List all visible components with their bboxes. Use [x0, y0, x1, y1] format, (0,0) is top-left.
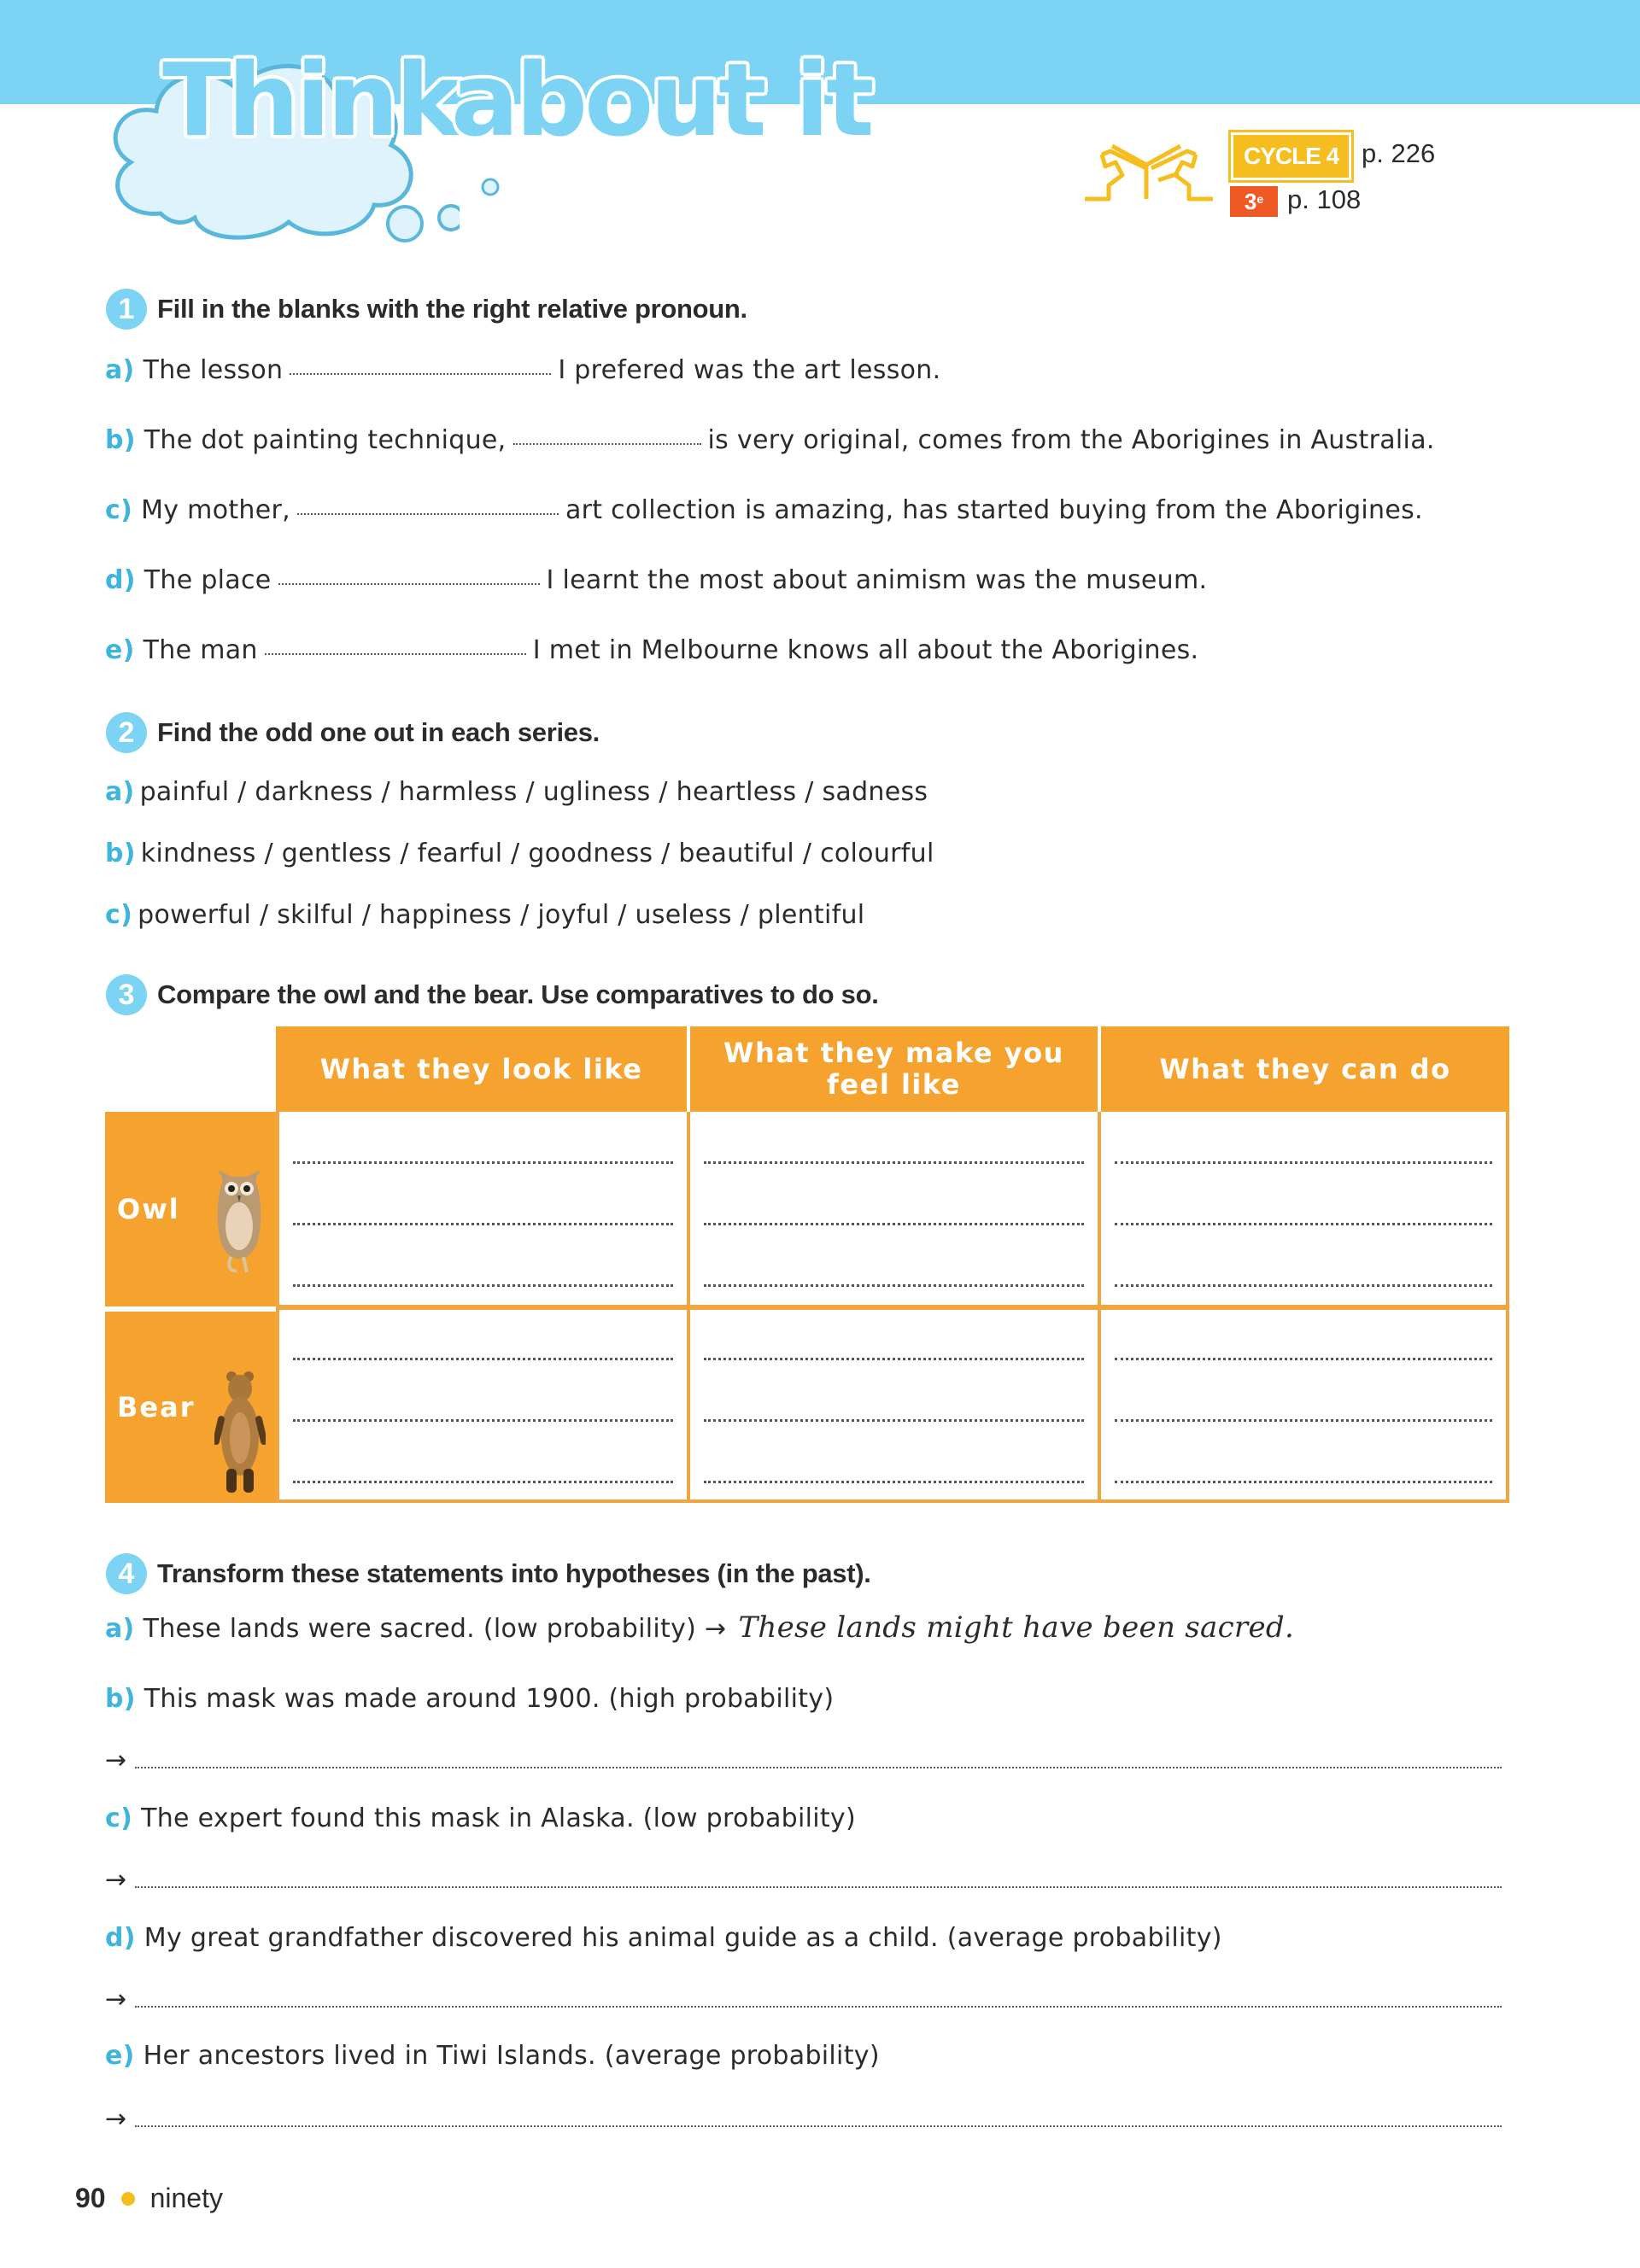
page-title-about: about it	[451, 41, 871, 159]
column-header: What they can do	[1098, 1026, 1509, 1112]
exercise-instruction: Fill in the blanks with the right relative pronoun.	[157, 294, 747, 324]
item-letter: c)	[105, 495, 133, 525]
exercise-1-item	[105, 355, 940, 385]
word-series: powerful / skilful / happiness / joyful / useless / plentiful	[138, 900, 865, 930]
exercise-4-header	[106, 1553, 871, 1594]
item-letter: e)	[105, 2041, 135, 2071]
cycle-page-ref: p. 226	[1362, 138, 1436, 168]
item-text-after: is very original, comes from the Aborigines in Australia.	[707, 425, 1435, 455]
exercise-2-item[interactable]	[105, 839, 934, 868]
item-letter: c)	[105, 900, 133, 930]
grade-badge-sup: e	[1256, 192, 1264, 206]
item-letter: b)	[105, 1684, 136, 1714]
exercise-3-header	[106, 974, 879, 1015]
column-header: What they look like	[276, 1026, 687, 1112]
item-text-before: The man	[143, 635, 258, 665]
blank-field[interactable]	[278, 583, 540, 585]
item-letter: e)	[105, 635, 135, 665]
item-text-after: I prefered was the art lesson.	[558, 355, 941, 385]
exercise-4-item	[105, 1803, 856, 1833]
cycle-badge: CYCLE 4	[1233, 135, 1349, 178]
grade-page-ref: p. 108	[1287, 184, 1362, 214]
exercise-instruction: Find the odd one out in each series.	[157, 717, 600, 747]
exercise-4-item	[105, 1684, 834, 1714]
owl-icon	[213, 1165, 266, 1276]
exercise-4-item	[105, 1923, 1222, 1953]
blank-field[interactable]	[297, 513, 559, 515]
item-letter: b)	[105, 425, 136, 455]
exercise-1-item	[105, 565, 1207, 595]
item-letter: a)	[105, 355, 135, 385]
answer-grid	[276, 1112, 1509, 1503]
item-statement: The expert found this mask in Alaska. (low probability)	[141, 1803, 856, 1833]
item-statement: My great grandfather discovered his animal guide as a child. (average probability)	[144, 1923, 1222, 1953]
exercise-4-item	[105, 1610, 1294, 1645]
answer-cell-owl-look[interactable]	[279, 1112, 687, 1305]
exercise-2-header	[106, 712, 600, 753]
answer-cell-bear-feel[interactable]	[690, 1310, 1098, 1499]
thought-bubble-icon	[478, 175, 504, 201]
exercise-number-badge: 2	[106, 712, 147, 753]
exercise-1-item	[105, 495, 1423, 525]
item-letter: d)	[105, 1923, 136, 1953]
bear-icon	[214, 1368, 266, 1494]
open-book-icon	[1085, 132, 1213, 209]
answer-line[interactable]	[105, 1984, 1502, 2014]
exercise-1-item	[105, 425, 1435, 455]
row-label-owl	[105, 1112, 276, 1306]
answer-cell-owl-feel[interactable]	[690, 1112, 1098, 1305]
arrow-icon: →	[705, 1614, 727, 1644]
row-label-text: Bear	[117, 1391, 196, 1423]
arrow-icon: →	[105, 2104, 127, 2134]
answer-field[interactable]	[135, 2125, 1502, 2127]
page-number-word: ninety	[149, 2183, 223, 2213]
exercise-number-badge: 3	[106, 974, 147, 1015]
item-text-after: I met in Melbourne knows all about the Aborigines.	[532, 635, 1199, 665]
answer-cell-bear-do[interactable]	[1101, 1310, 1506, 1499]
example-answer: These lands might have been sacred.	[738, 1610, 1295, 1645]
answer-line[interactable]	[105, 1865, 1502, 1895]
arrow-icon: →	[105, 1984, 127, 2014]
grade-badge	[1230, 186, 1278, 217]
item-text-before: My mother,	[141, 495, 290, 525]
row-label-bear	[105, 1312, 276, 1503]
blank-field[interactable]	[290, 373, 551, 375]
item-letter: d)	[105, 565, 136, 595]
comparison-table	[105, 1026, 1509, 1503]
answer-cell-owl-do[interactable]	[1101, 1112, 1506, 1305]
bullet-dot-icon	[121, 2192, 135, 2206]
item-statement: This mask was made around 1900. (high probability)	[144, 1684, 835, 1714]
exercise-number-badge: 1	[106, 289, 147, 330]
arrow-icon: →	[105, 1745, 127, 1775]
exercise-1-header	[106, 289, 747, 330]
word-series: kindness / gentless / fearful / goodness / beautiful / colourful	[140, 839, 934, 868]
answer-line[interactable]	[105, 1745, 1502, 1775]
answer-line[interactable]	[105, 2104, 1502, 2134]
item-letter: b)	[105, 839, 136, 868]
arrow-icon: →	[105, 1865, 127, 1895]
answer-field[interactable]	[135, 1886, 1502, 1888]
word-series: painful / darkness / harmless / ugliness / heartless / sadness	[139, 777, 928, 807]
answer-field[interactable]	[135, 2006, 1502, 2008]
page-title-think: Think	[162, 41, 460, 159]
exercise-4-item	[105, 2041, 880, 2071]
item-letter: a)	[105, 777, 135, 807]
exercise-2-item[interactable]	[105, 900, 864, 930]
exercise-2-item[interactable]	[105, 777, 928, 807]
item-statement: Her ancestors lived in Tiwi Islands. (average probability)	[143, 2041, 880, 2071]
exercise-1-item	[105, 635, 1198, 665]
answer-cell-bear-look[interactable]	[279, 1310, 687, 1499]
page-footer	[75, 2183, 223, 2214]
blank-field[interactable]	[265, 653, 526, 655]
item-text-after: art collection is amazing, has started buying from the Aborigines.	[565, 495, 1423, 525]
answer-field[interactable]	[135, 1767, 1502, 1768]
item-text-before: The lesson	[143, 355, 284, 385]
exercise-instruction: Compare the owl and the bear. Use comparatives to do so.	[157, 979, 879, 1009]
column-header: What they make you feel like	[687, 1026, 1098, 1112]
item-letter: c)	[105, 1803, 133, 1833]
item-statement: These lands were sacred. (low probability)	[143, 1614, 697, 1644]
page-number: 90	[75, 2183, 106, 2213]
grade-badge-number: 3	[1244, 189, 1257, 214]
table-header-row	[276, 1026, 1509, 1112]
item-text-before: The place	[144, 565, 272, 595]
exercise-number-badge: 4	[106, 1553, 147, 1594]
row-label-text: Owl	[117, 1193, 180, 1225]
item-text-before: The dot painting technique,	[144, 425, 507, 455]
exercise-instruction: Transform these statements into hypotheses (in the past).	[157, 1558, 871, 1588]
blank-field[interactable]	[513, 443, 701, 445]
item-text-after: I learnt the most about animism was the museum.	[546, 565, 1208, 595]
item-letter: a)	[105, 1614, 135, 1644]
